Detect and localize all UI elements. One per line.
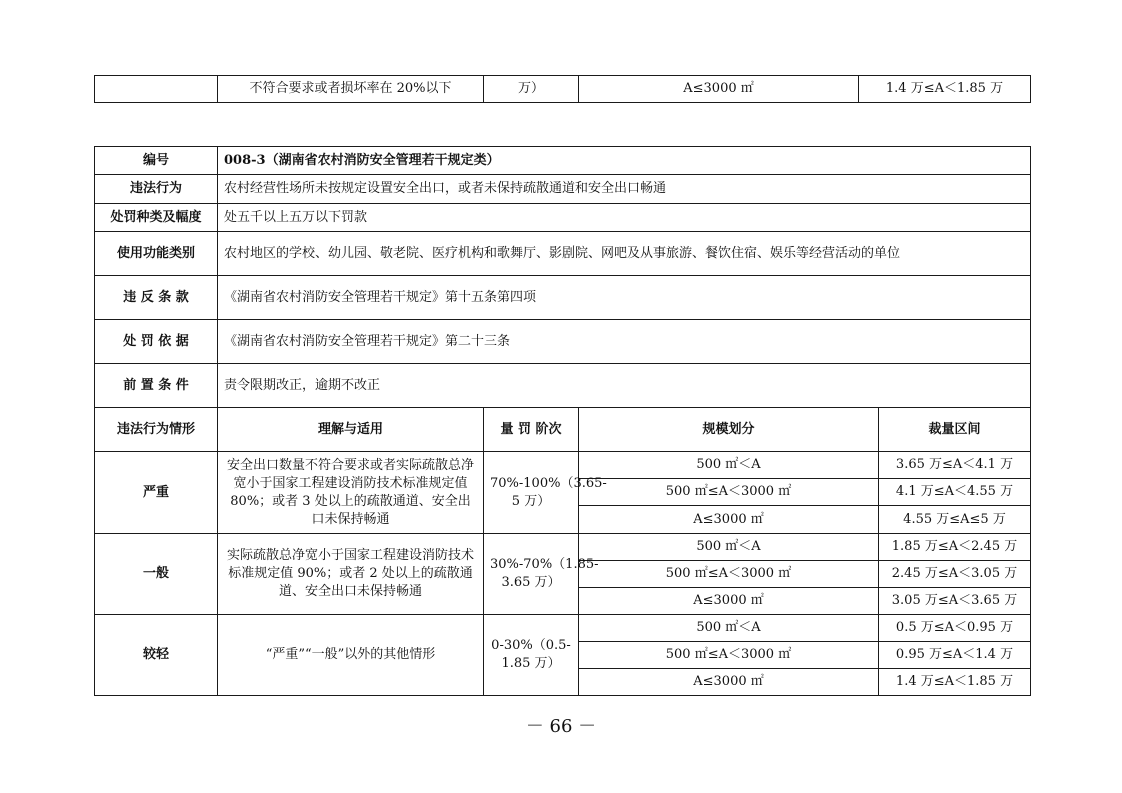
header-scale: 规模划分 bbox=[579, 408, 879, 452]
scale-cell: 500 ㎡≤A＜3000 ㎡ bbox=[579, 561, 879, 588]
row-precondition bbox=[95, 364, 1031, 408]
row-basis bbox=[95, 320, 1031, 364]
previous-table-fragment bbox=[94, 75, 1031, 103]
scale-cell: A≤3000 ㎡ bbox=[579, 588, 879, 615]
table-row bbox=[95, 534, 1031, 561]
row-clause bbox=[95, 276, 1031, 320]
penalty-table bbox=[94, 146, 1031, 696]
header-range: 裁量区间 bbox=[879, 408, 1031, 452]
scale-cell: 500 ㎡＜A bbox=[579, 452, 879, 479]
top-cell-1 bbox=[95, 76, 218, 103]
group-light-name: 较轻 bbox=[95, 615, 218, 696]
precondition-label: 前 置 条 件 bbox=[95, 364, 218, 408]
category-value: 农村地区的学校、幼儿园、敬老院、医疗机构和歌舞厅、影剧院、网吧及从事旅游、餐饮住宿、娱乐等经营活动的单位 bbox=[218, 232, 1031, 276]
page-number: － 66 － bbox=[525, 716, 597, 737]
group-severe-desc: 安全出口数量不符合要求或者实际疏散总净宽小于国家工程建设消防技术标准规定值 80%；或者 3 处以上的疏散通道、安全出口未保持畅通 bbox=[218, 452, 484, 534]
range-cell: 3.65 万≤A＜4.1 万 bbox=[879, 452, 1031, 479]
penalty-value: 处五千以上五万以下罚款 bbox=[218, 204, 1031, 232]
precondition-value: 责令限期改正，逾期不改正 bbox=[218, 364, 1031, 408]
range-cell: 3.05 万≤A＜3.65 万 bbox=[879, 588, 1031, 615]
header-situation: 违法行为情形 bbox=[95, 408, 218, 452]
row-behavior bbox=[95, 175, 1031, 204]
row-number bbox=[95, 147, 1031, 175]
row-penalty bbox=[95, 204, 1031, 232]
basis-label: 处 罚 依 据 bbox=[95, 320, 218, 364]
group-normal-level: 30%-70%（1.85-3.65 万） bbox=[484, 534, 579, 615]
header-application: 理解与适用 bbox=[218, 408, 484, 452]
category-label: 使用功能类别 bbox=[95, 232, 218, 276]
group-normal-desc: 实际疏散总净宽小于国家工程建设消防技术标准规定值 90%；或者 2 处以上的疏散通道、安全出口未保持畅通 bbox=[218, 534, 484, 615]
range-cell: 2.45 万≤A＜3.05 万 bbox=[879, 561, 1031, 588]
header-row bbox=[95, 408, 1031, 452]
top-cell-3: 万） bbox=[484, 76, 579, 103]
behavior-value: 农村经营性场所未按规定设置安全出口，或者未保持疏散通道和安全出口畅通 bbox=[218, 175, 1031, 204]
penalty-label: 处罚种类及幅度 bbox=[95, 204, 218, 232]
top-cell-5: 1.4 万≤A＜1.85 万 bbox=[859, 76, 1031, 103]
top-cell-4: A≤3000 ㎡ bbox=[579, 76, 859, 103]
range-cell: 0.95 万≤A＜1.4 万 bbox=[879, 642, 1031, 669]
number-value: 008-3（湖南省农村消防安全管理若干规定类） bbox=[218, 147, 1031, 175]
row-category bbox=[95, 232, 1031, 276]
scale-cell: 500 ㎡＜A bbox=[579, 534, 879, 561]
scale-cell: 500 ㎡＜A bbox=[579, 615, 879, 642]
group-normal-name: 一般 bbox=[95, 534, 218, 615]
range-cell: 1.4 万≤A＜1.85 万 bbox=[879, 669, 1031, 696]
table-row bbox=[95, 615, 1031, 642]
scale-cell: A≤3000 ㎡ bbox=[579, 506, 879, 534]
range-cell: 0.5 万≤A＜0.95 万 bbox=[879, 615, 1031, 642]
scale-cell: 500 ㎡≤A＜3000 ㎡ bbox=[579, 642, 879, 669]
group-severe-name: 严重 bbox=[95, 452, 218, 534]
top-cell-2: 不符合要求或者损坏率在 20%以下 bbox=[218, 76, 484, 103]
range-cell: 1.85 万≤A＜2.45 万 bbox=[879, 534, 1031, 561]
header-level: 量 罚 阶次 bbox=[484, 408, 579, 452]
group-severe-level: 70%-100%（3.65-5 万） bbox=[484, 452, 579, 534]
range-cell: 4.55 万≤A≤5 万 bbox=[879, 506, 1031, 534]
number-label: 编号 bbox=[95, 147, 218, 175]
range-cell: 4.1 万≤A＜4.55 万 bbox=[879, 479, 1031, 506]
basis-value: 《湖南省农村消防安全管理若干规定》第二十三条 bbox=[218, 320, 1031, 364]
scale-cell: 500 ㎡≤A＜3000 ㎡ bbox=[579, 479, 879, 506]
table-row bbox=[95, 452, 1031, 479]
clause-value: 《湖南省农村消防安全管理若干规定》第十五条第四项 bbox=[218, 276, 1031, 320]
behavior-label: 违法行为 bbox=[95, 175, 218, 204]
group-light-level: 0-30%（0.5-1.85 万） bbox=[484, 615, 579, 696]
clause-label: 违 反 条 款 bbox=[95, 276, 218, 320]
scale-cell: A≤3000 ㎡ bbox=[579, 669, 879, 696]
group-light-desc: “严重”“一般”以外的其他情形 bbox=[218, 615, 484, 696]
table-row bbox=[95, 76, 1031, 103]
